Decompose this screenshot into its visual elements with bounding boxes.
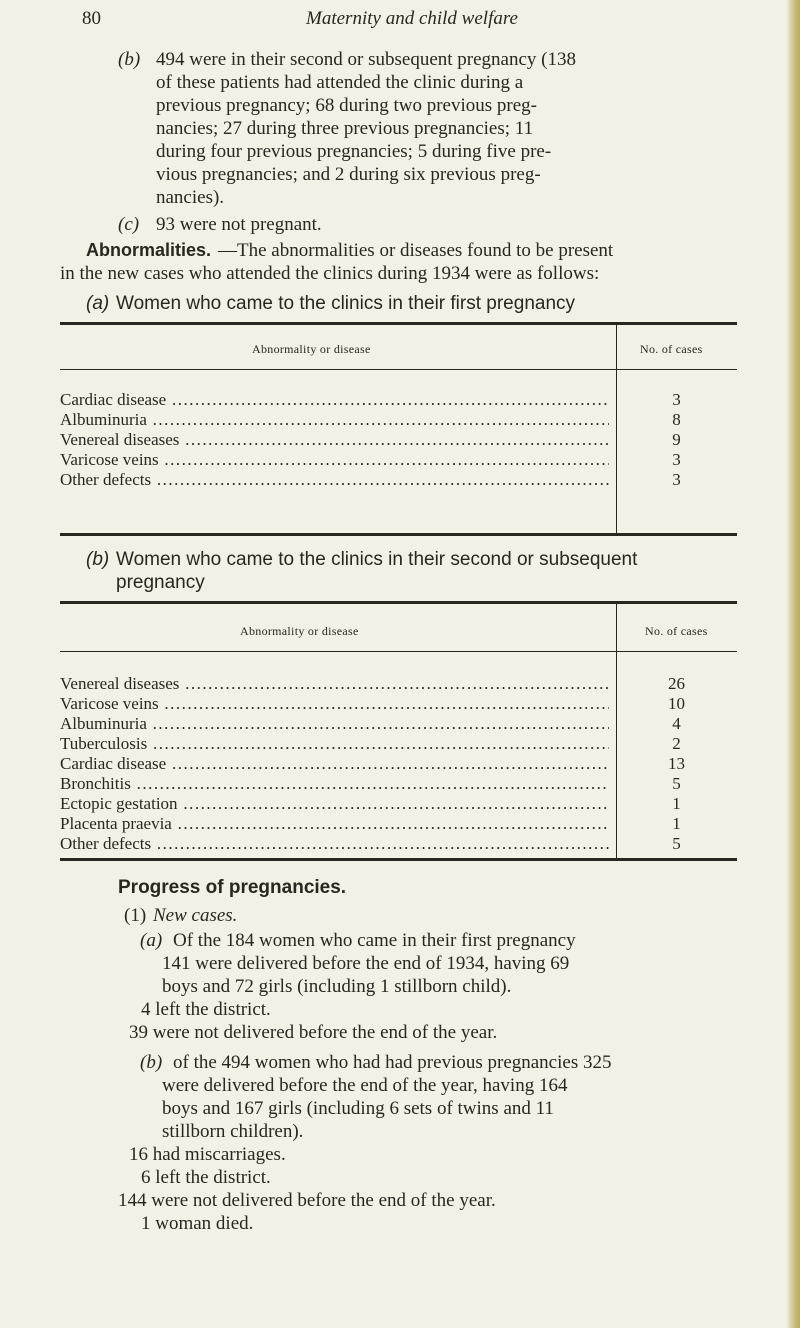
table-row — [60, 834, 737, 853]
table-b-caption-line-1: Women who came to the clinics in their second or subsequent — [116, 549, 638, 570]
para-b-line-1: 494 were in their second or subsequent pregnancy (138 — [156, 49, 576, 70]
progress-a-line-4: 4 left the district. — [141, 999, 271, 1020]
table-row — [60, 814, 737, 833]
para-b-label: (b) — [118, 49, 141, 70]
table-a-col-label: Abnormality or disease — [252, 342, 371, 356]
progress-b-line-3: boys and 167 girls (including 6 sets of twins and 11 — [162, 1098, 554, 1119]
para-b-line-2: of these patients had attended the clinic during a — [156, 72, 524, 93]
row-label: Albuminuria ..... — [60, 410, 609, 429]
progress-b-line-5: 16 had miscarriages. — [129, 1144, 286, 1165]
row-value: 3 — [672, 470, 681, 489]
table-b-bottom-rule — [60, 858, 737, 861]
table-row — [60, 774, 737, 793]
running-head — [82, 8, 742, 36]
row-value: 26 — [668, 674, 685, 693]
row-value: 1 — [672, 814, 681, 833]
row-label: Varicose veins ..... — [60, 694, 609, 713]
row-label: Cardiac disease ..... — [60, 754, 609, 773]
para-b-line-5: during four previous pregnancies; 5 during five pre- — [156, 141, 552, 162]
progress-a-line-3: boys and 72 girls (including 1 stillborn child). — [162, 976, 512, 997]
progress-b-line-2: were delivered before the end of the year, having 164 — [162, 1075, 568, 1096]
progress-a-line-2: 141 were delivered before the end of 1934, having 69 — [162, 953, 570, 974]
table-row — [60, 470, 737, 489]
row-label: Bronchitis ..... — [60, 774, 609, 793]
row-label: Varicose veins ..... — [60, 450, 609, 469]
page-edge-shading — [786, 0, 800, 1328]
abnormalities-text-2: in the new cases who attended the clinics during 1934 were as follows: — [60, 263, 600, 284]
abnormalities-heading: Abnormalities. — [86, 240, 212, 260]
para-c-label: (c) — [118, 214, 140, 235]
progress-a-label: (a) — [140, 930, 163, 951]
progress-b-label: (b) — [140, 1052, 163, 1073]
progress-sub1-label: (1) — [124, 905, 147, 926]
row-label: Cardiac disease ..... — [60, 390, 609, 409]
progress-sub1-title: New cases. — [153, 905, 238, 926]
table-a-bottom-rule — [60, 533, 737, 536]
row-value: 5 — [672, 774, 681, 793]
table-a-caption: Women who came to the clinics in their first pregnancy — [116, 293, 576, 314]
row-value: 13 — [668, 754, 685, 773]
table-row — [60, 410, 737, 429]
table-b-caption-line-2: pregnancy — [116, 572, 205, 593]
table-row — [60, 794, 737, 813]
row-label: Tuberculosis ..... — [60, 734, 609, 753]
progress-b-line-7: 144 were not delivered before the end of the year. — [118, 1190, 496, 1211]
table-row — [60, 714, 737, 733]
table-b-col-label: Abnormality or disease — [240, 624, 359, 638]
row-value: 8 — [672, 410, 681, 429]
table-b — [60, 601, 737, 859]
table-b-header-rule — [60, 651, 737, 652]
table-a-top-rule — [60, 322, 737, 325]
table-b-top-rule — [60, 601, 737, 604]
row-value: 2 — [672, 734, 681, 753]
progress-a-line-1: Of the 184 women who came in their first pregnancy — [173, 930, 576, 951]
row-value: 4 — [672, 714, 681, 733]
table-a — [60, 322, 737, 534]
progress-b-line-6: 6 left the district. — [141, 1167, 271, 1188]
table-row — [60, 734, 737, 753]
row-value: 3 — [672, 390, 681, 409]
table-row — [60, 674, 737, 693]
row-value: 10 — [668, 694, 685, 713]
row-label: Ectopic gestation ..... — [60, 794, 609, 813]
para-b-line-4: nancies; 27 during three previous pregnancies; 11 — [156, 118, 534, 139]
table-b-caption-label: (b) — [86, 549, 110, 570]
table-a-caption-label: (a) — [86, 293, 110, 314]
page-number: 80 — [82, 8, 101, 29]
row-label: Placenta praevia ..... — [60, 814, 609, 833]
table-a-col-value: No. of cases — [640, 342, 703, 356]
progress-b-line-1: of the 494 women who had had previous pregnancies 325 — [173, 1052, 612, 1073]
table-row — [60, 694, 737, 713]
progress-heading: Progress of pregnancies. — [118, 877, 347, 898]
table-row — [60, 390, 737, 409]
running-title: Maternity and child welfare — [306, 8, 518, 29]
table-b-col-value: No. of cases — [645, 624, 708, 638]
progress-a-line-5: 39 were not delivered before the end of the year. — [129, 1022, 498, 1043]
table-row — [60, 754, 737, 773]
row-value: 1 — [672, 794, 681, 813]
row-value: 9 — [672, 430, 681, 449]
table-a-header-rule — [60, 369, 737, 370]
row-label: Venereal diseases ..... — [60, 674, 609, 693]
progress-b-line-4: stillborn children). — [162, 1121, 304, 1142]
para-c-text: 93 were not pregnant. — [156, 214, 322, 235]
table-row — [60, 430, 737, 449]
para-b-line-6: vious pregnancies; and 2 during six previous preg- — [156, 164, 541, 185]
row-label: Other defects ..... — [60, 470, 609, 489]
row-label: Albuminuria ..... — [60, 714, 609, 733]
row-label: Venereal diseases ..... — [60, 430, 609, 449]
row-label: Other defects ..... — [60, 834, 609, 853]
table-row — [60, 450, 737, 469]
para-b-line-3: previous pregnancy; 68 during two previous preg- — [156, 95, 537, 116]
para-b-line-7: nancies). — [156, 187, 225, 208]
row-value: 5 — [672, 834, 681, 853]
progress-b-line-8: 1 woman died. — [141, 1213, 254, 1234]
row-value: 3 — [672, 450, 681, 469]
abnormalities-text-1: —The abnormalities or diseases found to be present — [218, 240, 614, 261]
